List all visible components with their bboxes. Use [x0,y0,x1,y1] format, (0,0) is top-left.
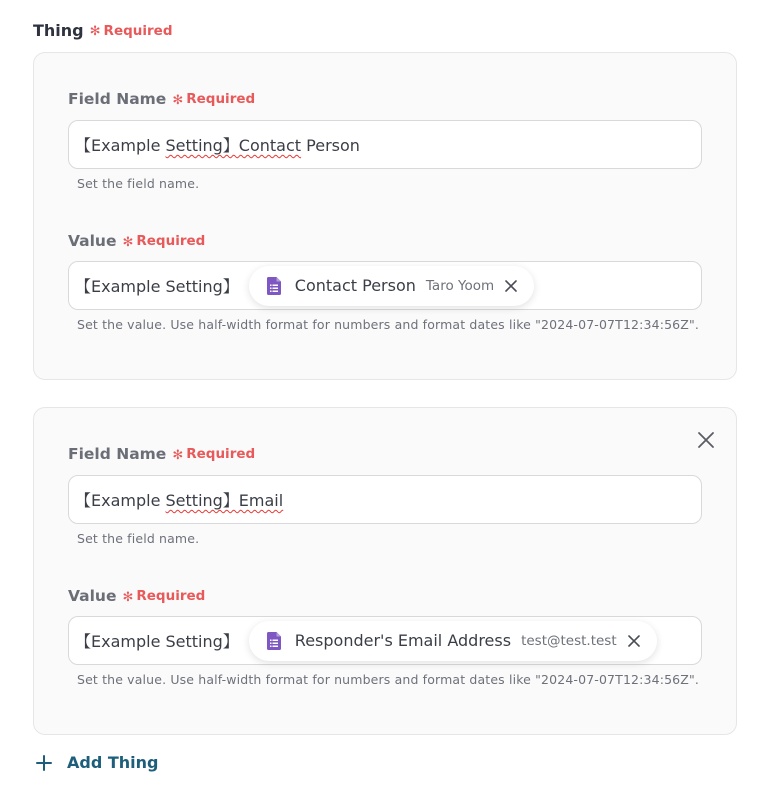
field-name-label [68,445,255,463]
chip-remove-button[interactable] [625,632,643,650]
remove-card-close-icon[interactable] [696,430,716,450]
value-prefix-text: 【Example Setting】 [75,277,239,296]
plus-icon [35,754,53,772]
required-text: Required [136,588,206,604]
required-text: Required [186,446,256,462]
field-name-label-text: Field Name [68,90,167,108]
chip-label: Responder's Email Address [294,631,512,650]
field-name-help: Set the field name. [77,176,200,191]
thing-card-1 [33,52,737,380]
required-indicator [172,446,255,462]
asterisk-icon: ✻ [122,589,134,605]
asterisk-icon: ✻ [89,24,101,39]
asterisk-icon: ✻ [172,92,184,108]
spellcheck-text: Setting】Email [165,491,284,510]
add-thing-label: Add Thing [67,753,159,772]
value-text-prefix: 【Example [75,491,166,510]
spellcheck-text: Setting】Contact [165,136,302,155]
chip-label: Contact Person [294,276,416,295]
chip-remove-button[interactable] [502,277,520,295]
chip-sample-value: Taro Yoom [425,277,495,294]
field-name-value [75,488,283,511]
field-name-input[interactable] [68,120,702,169]
asterisk-icon: ✻ [122,234,134,250]
field-name-label [68,90,255,108]
google-forms-doc-icon [267,632,281,650]
required-indicator [90,23,173,39]
required-text: Required [186,91,256,107]
value-label [68,232,205,250]
close-icon [627,634,641,648]
required-text: Required [103,22,173,39]
value-input[interactable] [68,616,702,665]
chip-sample-value: test@test.test [521,632,617,649]
value-help: Set the value. Use half-width format for numbers and format dates like "2024-07-07T12:34:56Z". [77,317,700,332]
asterisk-icon: ✻ [172,447,184,463]
value-prefix-text: 【Example Setting】 [75,632,239,651]
value-label-text: Value [68,587,117,605]
google-forms-doc-icon [267,277,281,295]
variable-chip[interactable] [249,621,657,661]
value-label [68,587,205,605]
field-name-help: Set the field name. [77,531,200,546]
field-name-value [75,133,360,156]
required-indicator [172,91,255,107]
value-text-suffix: Person [301,136,360,155]
value-label-text: Value [68,232,117,250]
close-icon [504,279,518,293]
field-name-input[interactable] [68,475,702,524]
section-title: Thing [33,21,84,40]
field-name-label-text: Field Name [68,445,167,463]
required-indicator [122,588,205,604]
thing-card-2 [33,407,737,735]
value-input[interactable] [68,261,702,310]
variable-chip[interactable] [249,266,534,306]
required-text: Required [136,233,206,249]
add-thing-button[interactable] [35,753,159,772]
value-help: Set the value. Use half-width format for numbers and format dates like "2024-07-07T12:34:56Z". [77,672,700,687]
value-text-prefix: 【Example [75,136,166,155]
required-indicator [122,233,205,249]
thing-section-header [33,21,172,40]
